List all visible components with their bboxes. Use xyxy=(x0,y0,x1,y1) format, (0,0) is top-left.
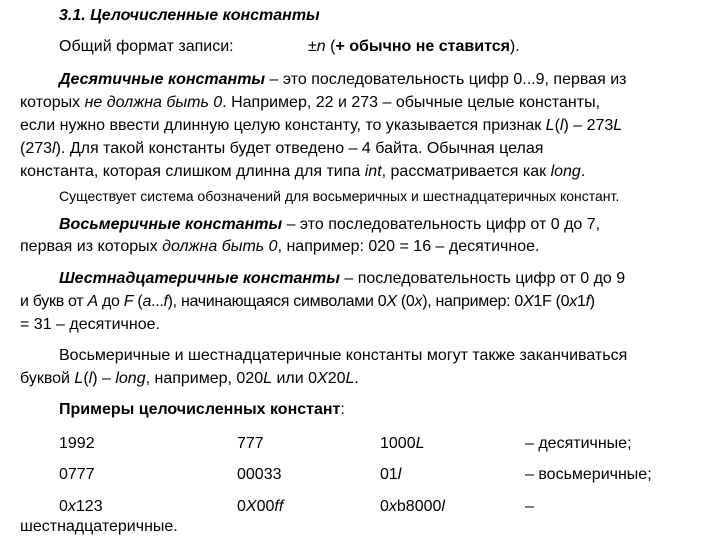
t: должна быть 0 xyxy=(162,238,278,255)
example-r2-c3 xyxy=(380,465,401,485)
hex-line-2 xyxy=(20,292,595,312)
t: x xyxy=(67,498,76,515)
t: l xyxy=(441,498,445,515)
octal-line-1 xyxy=(59,215,600,235)
example-r3-c4: – xyxy=(525,498,534,515)
t: (273 xyxy=(20,140,53,157)
t: ), начинающаяся символами 0 xyxy=(167,293,387,310)
t: X xyxy=(245,498,257,515)
t: если нужно ввести длинную целую константу, то указывается признак xyxy=(20,117,546,134)
t: L xyxy=(613,117,623,134)
format-n: n xyxy=(316,38,326,55)
t: 20 xyxy=(327,370,346,387)
decimal-line-2 xyxy=(20,93,600,113)
example-r1-c2: 777 xyxy=(237,435,264,452)
t: – последовательность цифр от 0 до 9 xyxy=(339,270,626,287)
t: 1 xyxy=(576,293,586,310)
t: ) xyxy=(589,293,595,310)
t: x xyxy=(414,293,423,310)
t: которых xyxy=(20,94,85,111)
decimal-line-1 xyxy=(59,70,626,90)
t: константа, которая слишком длинна для типа xyxy=(20,163,365,180)
format-note-close: ). xyxy=(509,38,520,55)
example-r1-c1: 1992 xyxy=(59,435,95,452)
t: , например: 020 = 16 – десятичное. xyxy=(277,238,540,255)
t: , например, 020 xyxy=(145,370,264,387)
format-value xyxy=(308,37,520,57)
t: и букв от xyxy=(20,293,88,310)
t: X xyxy=(317,370,328,387)
t: 0 xyxy=(380,498,389,515)
t: A xyxy=(87,293,98,310)
example-r1-c4: – десятичные; xyxy=(525,435,632,452)
t: L xyxy=(74,370,84,387)
t: 0 xyxy=(237,498,246,515)
t: f xyxy=(163,293,168,310)
t: – это последовательность цифр от 0 до 7, xyxy=(282,216,601,233)
decimal-line-3 xyxy=(20,116,622,136)
t: 00 xyxy=(256,498,275,515)
t: ), например: 0 xyxy=(422,293,524,310)
example-r2-c4: – восьмеричные; xyxy=(525,466,652,483)
example-r2-c2: 00033 xyxy=(237,466,282,483)
t: , рассматривается как xyxy=(381,163,551,180)
t: 0 xyxy=(59,498,68,515)
format-note-open: ( xyxy=(325,38,336,55)
t: . xyxy=(354,370,359,387)
t: ... xyxy=(151,293,164,310)
format-line xyxy=(59,37,234,57)
t: L xyxy=(545,117,555,134)
hex-term: Шестнадцатеричные константы xyxy=(59,270,340,287)
suffix-line-2 xyxy=(20,369,359,389)
t: int xyxy=(364,163,382,180)
plus-minus-sign: ± xyxy=(308,38,317,55)
examples-heading xyxy=(59,400,345,420)
examples-heading-text: Примеры целочисленных констант xyxy=(59,401,341,418)
hex-line-3: = 31 – десятичное. xyxy=(20,316,160,333)
t: буквой xyxy=(20,370,75,387)
t: до xyxy=(97,293,124,310)
example-r3-c3 xyxy=(380,497,445,517)
example-r3-wrap: шестнадцатеричные. xyxy=(20,518,178,535)
t: long xyxy=(550,163,581,180)
t: ( xyxy=(133,293,143,310)
t: . xyxy=(580,163,586,180)
t: ( xyxy=(554,117,560,134)
t: l xyxy=(397,466,402,483)
t: l xyxy=(52,140,56,157)
example-r3-c2 xyxy=(237,497,283,517)
t: ) – xyxy=(92,370,116,387)
t: ) – 273 xyxy=(563,117,614,134)
example-r3-c1 xyxy=(59,497,103,517)
t: x xyxy=(388,498,397,515)
t: ( xyxy=(83,370,89,387)
t: a xyxy=(142,293,152,310)
t: l xyxy=(559,117,564,134)
octal-line-2 xyxy=(20,237,539,257)
t: . Например, 22 и 273 – обычные целые константы, xyxy=(222,94,601,111)
t: или 0 xyxy=(272,370,318,387)
hex-line-1 xyxy=(59,269,625,289)
system-note: Существует система обозначений для восьмеричных и шестнадцатеричных констант. xyxy=(59,188,620,204)
octal-term: Восьмеричные константы xyxy=(59,216,283,233)
decimal-text-1: – это последовательность цифр 0...9, первая из xyxy=(265,71,627,88)
t: не должна быть 0 xyxy=(84,94,223,111)
decimal-line-4 xyxy=(20,139,543,159)
t: L xyxy=(263,370,273,387)
t: 1F (0 xyxy=(533,293,570,310)
example-r1-c3 xyxy=(380,434,425,454)
t: L xyxy=(415,435,425,452)
t: : xyxy=(340,401,345,418)
section-title: 3.1. Целочисленные константы xyxy=(59,7,320,24)
format-label: Общий формат записи: xyxy=(59,38,234,55)
t: 1000 xyxy=(380,435,416,452)
t: long xyxy=(115,370,146,387)
t: x xyxy=(569,293,577,310)
t: X xyxy=(523,293,534,310)
t: 123 xyxy=(75,498,103,515)
t: ). Для такой константы будет отведено – 4 байта. Обычная целая xyxy=(55,140,544,157)
decimal-line-5 xyxy=(20,162,585,182)
t: F xyxy=(123,293,134,310)
t: L xyxy=(345,370,355,387)
t: первая из которых xyxy=(20,238,163,255)
t: ff xyxy=(274,498,284,515)
t: f xyxy=(585,293,590,310)
t: l xyxy=(88,370,93,387)
example-r2-c1: 0777 xyxy=(59,466,95,483)
format-note: + обычно не ставится xyxy=(335,38,510,55)
t: 01 xyxy=(380,466,398,483)
t: b8000 xyxy=(396,498,442,515)
t: (0 xyxy=(396,293,415,310)
t: X xyxy=(386,293,397,310)
decimal-term: Десятичные константы xyxy=(59,71,266,88)
suffix-line-1: Восьмеричные и шестнадцатеричные константы могут также заканчиваться xyxy=(59,347,628,364)
